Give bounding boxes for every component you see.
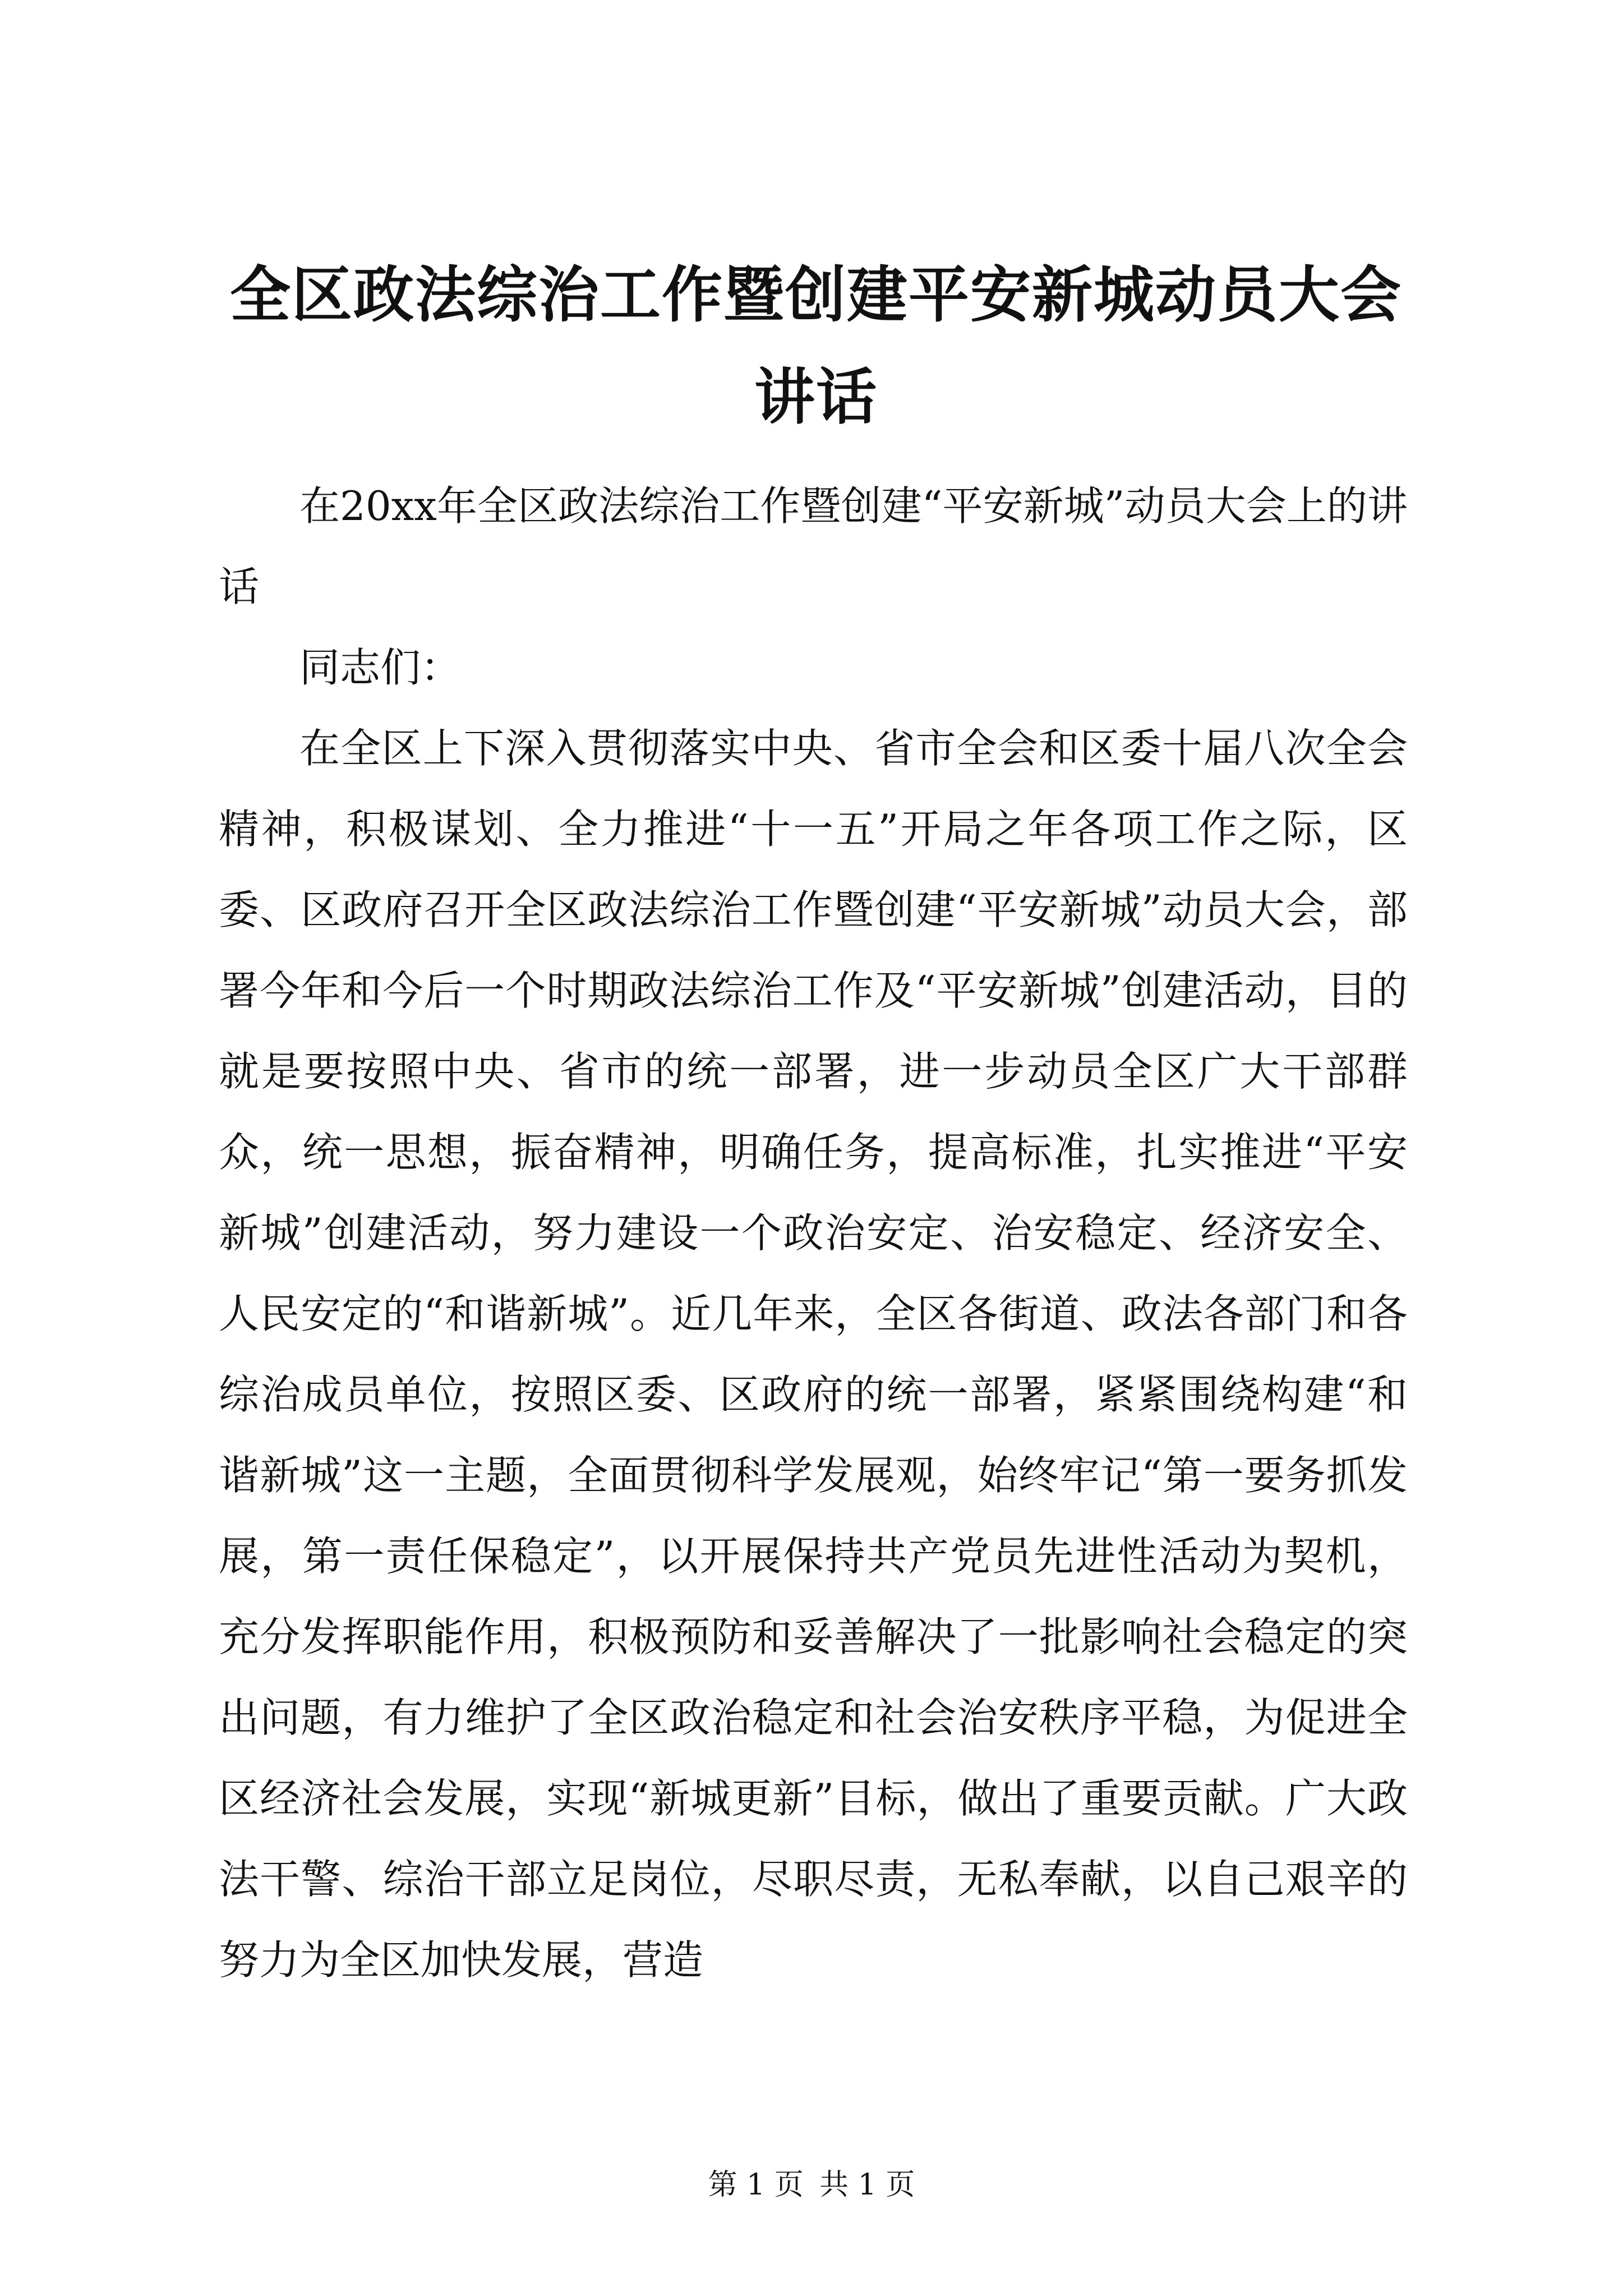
paragraph-subtitle: 在20xx年全区政法综治工作暨创建“平安新城”动员大会上的讲话 <box>219 482 1408 610</box>
document-title: 全区政法综治工作暨创建平安新城动员大会讲话 <box>229 260 1402 432</box>
page-total: 共 1 页 <box>819 2168 915 2202</box>
page-footer <box>0 2165 1623 2205</box>
paragraph-salutation: 同志们： <box>299 644 462 691</box>
page-number: 第 1 页 <box>708 2168 804 2202</box>
paragraph-main: 在全区上下深入贯彻落实中央、省市全会和区委十届八次全会精神，积极谋划、全力推进“十一五”开局之年各项工作之际，区委、区政府召开全区政法综治工作暨创建“平安新城”动员大会，部署今年和今后一个时期政法综治工作及“平安新城”创建活动，目的就是要按照中央、省市的统一部署，进一步动员全区广大干部群众，统一思想，振奋精神，明确任务，提高标准，扎实推进“平安新城”创建活动，努力建设一个政治安定、治安稳定、经济安全、人民安定的“和谐新城”。近几年来，全区各街道、政法各部门和各综治成员单位，按照区委、区政府的统一部署，紧紧围绕构建“和谐新城”这一主题，全面贯彻科学发展观，始终牢记“第一要务抓发展，第一责任保稳定”，以开展保持共产党员先进性活动为契机，充分发挥职能作用，积极预防和妥善解决了一批影响社会稳定的突出问题，有力维护了全区政治稳定和社会治安秩序平稳，为促进全区经济社会发展，实现“新城更新”目标，做出了重要贡献。广大政法干警、综治干部立足岗位，尽职尽责，无私奉献，以自己艰辛的努力为全区加快发展，营造 <box>219 725 1408 1984</box>
document-body <box>219 466 1408 2000</box>
